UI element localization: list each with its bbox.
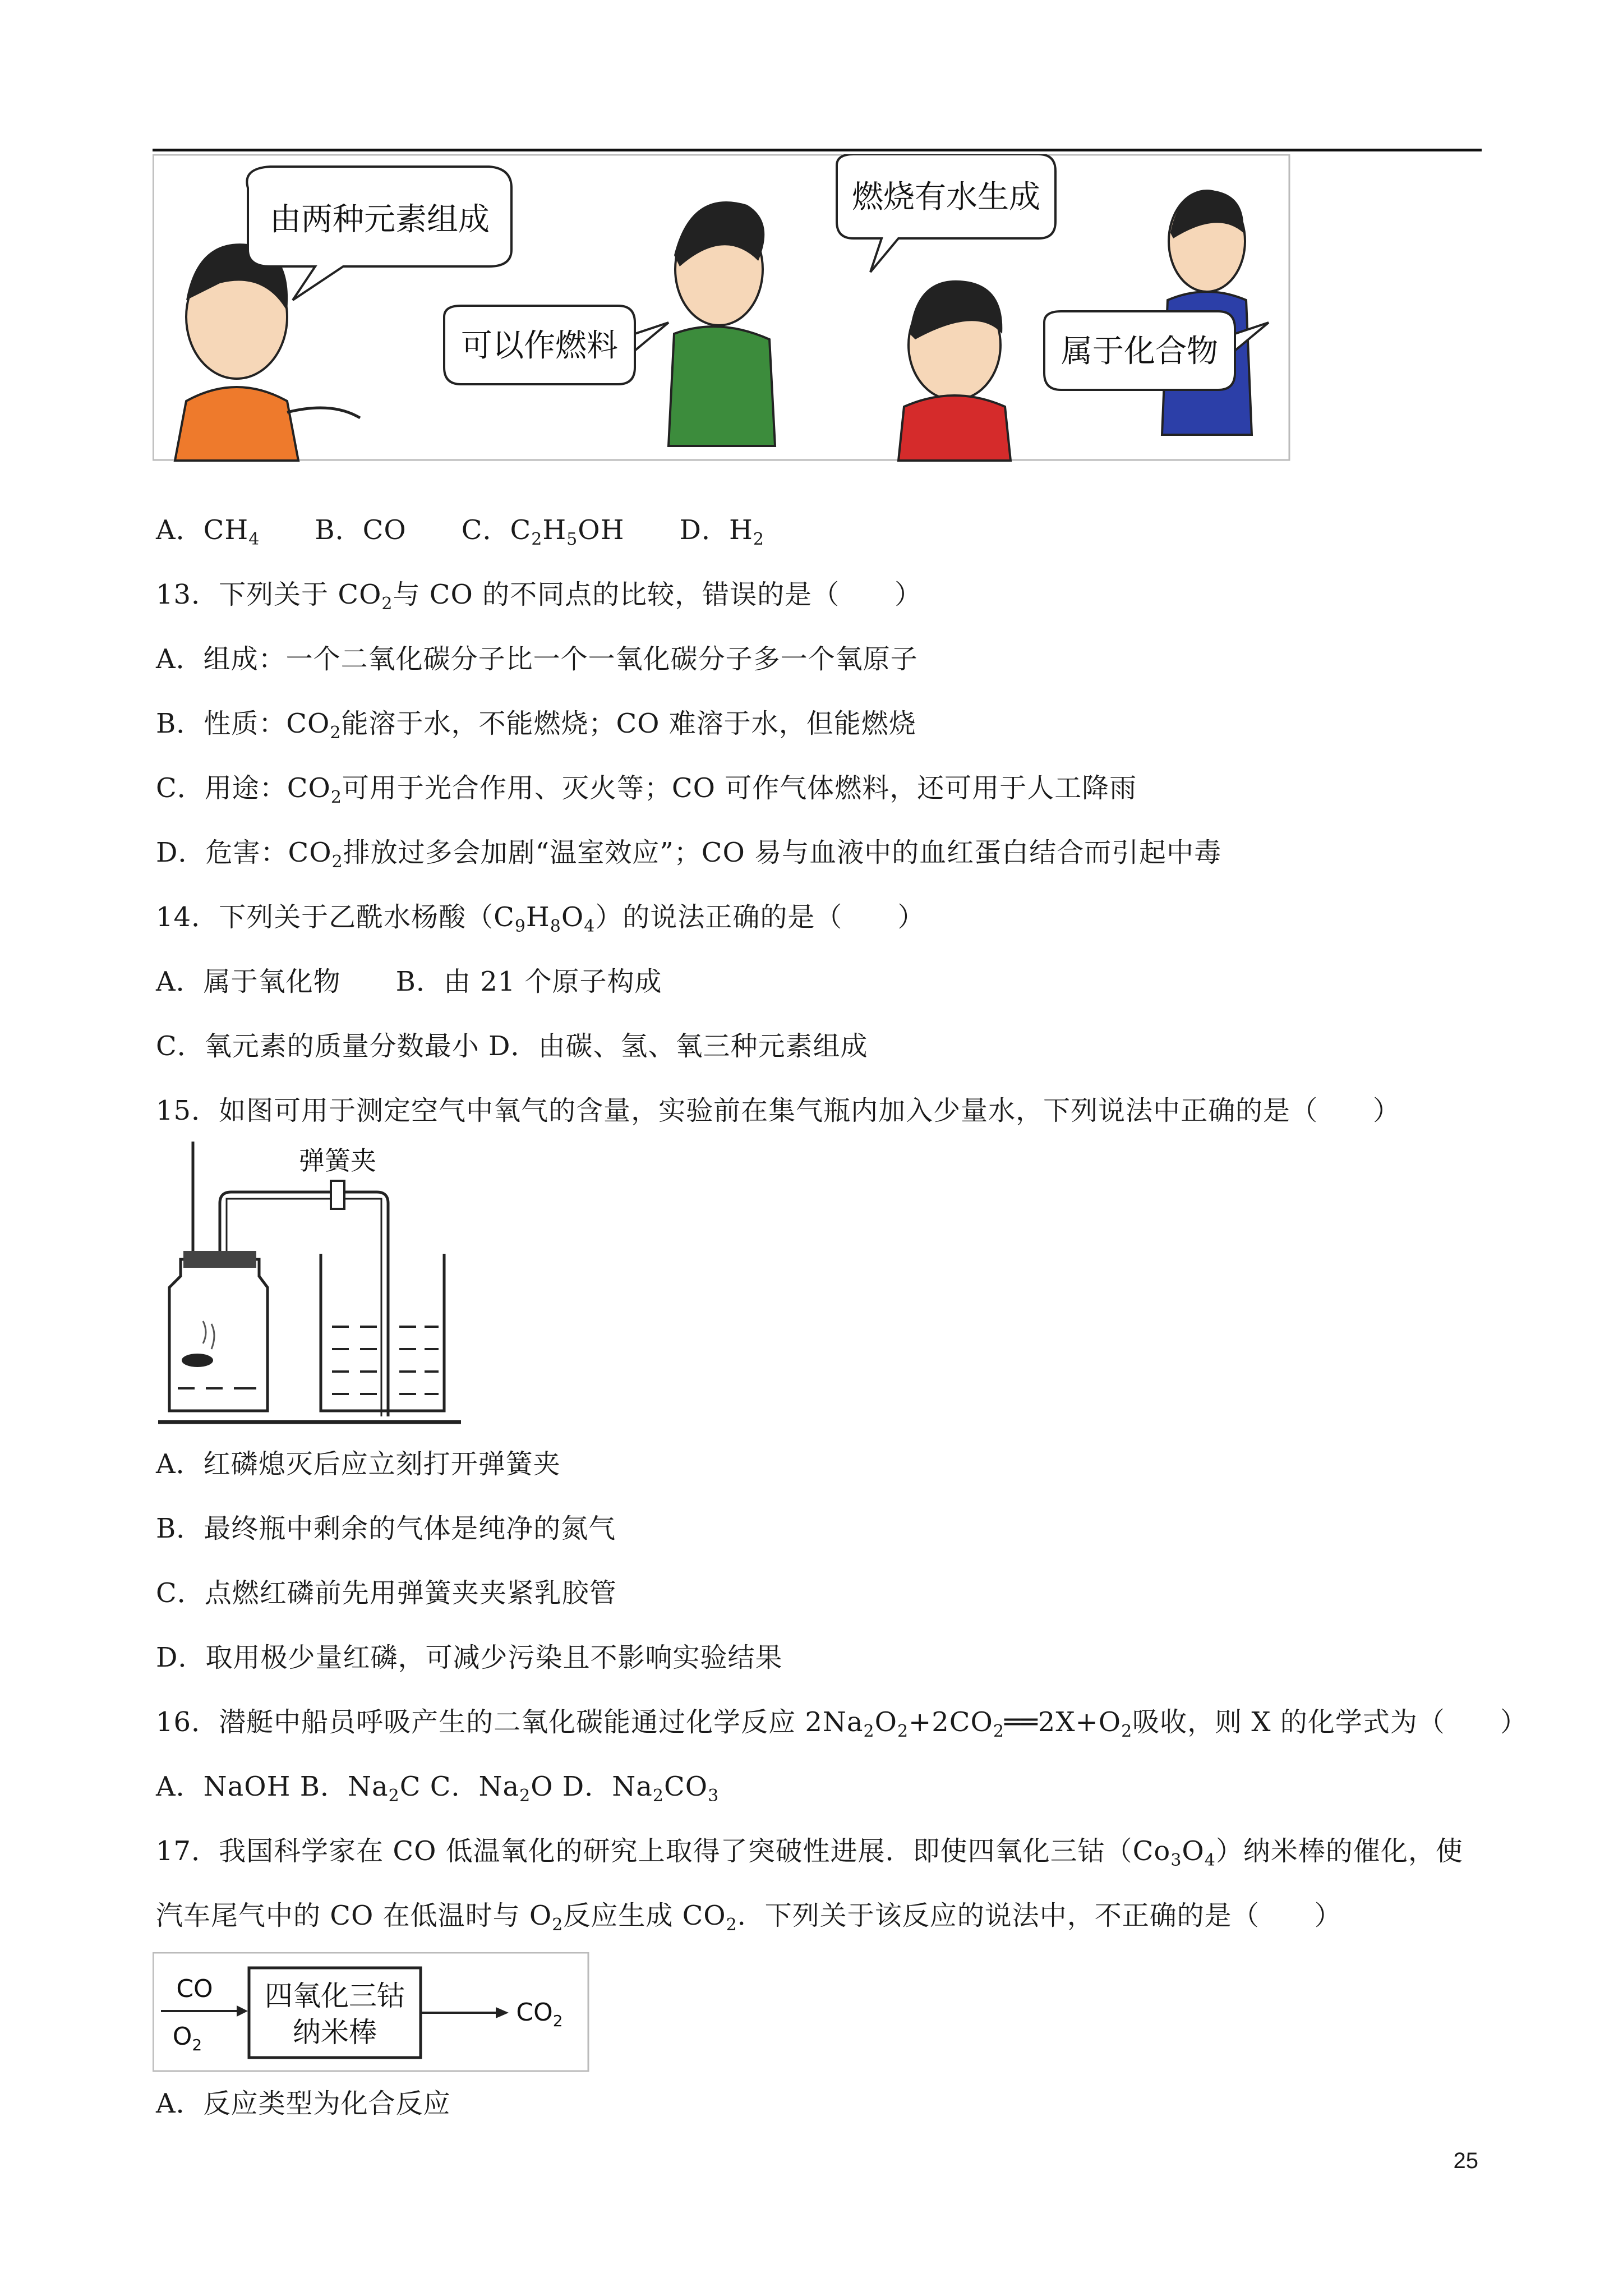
q12-options: A．$CH_4$ B．CO C．$C_2H_5OH$ D．$H_2$	[156, 514, 764, 549]
q15-stem: 15．如图可用于测定空气中氧气的含量，实验前在集气瓶内加入少量水，下列说法中正确的是（ ）	[156, 1095, 1401, 1126]
spring-clip-label: 弹簧夹	[299, 1145, 376, 1176]
q15-option-d: D．取用极少量红磷，可减少污染且不影响实验结果	[156, 1642, 783, 1673]
q14-options-cd: C．氧元素的质量分数最小 D．由碳、氢、氧三种元素组成	[156, 1030, 868, 1062]
catalyst-box-line2: 纳米棒	[293, 2016, 377, 2049]
bubble-water: 燃烧有水生成	[852, 179, 1040, 215]
bubble-two-elements: 由两种元素组成	[270, 201, 490, 238]
cartoon-figure	[153, 154, 1291, 462]
bubble-compound: 属于化合物	[1061, 333, 1218, 370]
q13-option-c: C．用途：$CO_2$可用于光合作用、灭火等；CO 可作气体燃料，还可用于人工降雨	[156, 772, 1137, 807]
q17-option-a: A．反应类型为化合反应	[156, 2088, 451, 2119]
flow-output-co2: $CO_2$	[516, 1998, 563, 2030]
q15-option-c: C．点燃红磷前先用弹簧夹夹紧乳胶管	[156, 1577, 617, 1609]
q13-option-b: B．性质：$CO_2$能溶于水，不能燃烧；CO 难溶于水，但能燃烧	[156, 708, 916, 743]
flow-input-o2: $O_2$	[172, 2022, 202, 2054]
catalyst-flow-figure	[153, 1952, 590, 2073]
oxygen-apparatus-figure	[153, 1142, 467, 1433]
q15-option-a: A．红磷熄灭后应立刻打开弹簧夹	[156, 1448, 561, 1480]
q14-options-ab: A．属于氧化物 B．由 21 个原子构成	[156, 966, 662, 997]
header-rule	[153, 149, 1482, 151]
flow-input-co: CO	[176, 1975, 213, 2003]
q17-line2: 汽车尾气中的 CO 在低温时与 $O_2$反应生成 $CO_2$．下列关于该反应的说法中，不正确的是（ ）	[156, 1900, 1342, 1935]
q15-option-b: B．最终瓶中剩余的气体是纯净的氮气	[156, 1513, 616, 1544]
q17-line1: 17．我国科学家在 CO 低温氧化的研究上取得了突破性进展．即使四氧化三钴$(Co_3O_4)$纳米棒的催化，使	[156, 1835, 1463, 1870]
q16-stem: 16．潜艇中船员呼吸产生的二氧化碳能通过化学反应 $2Na_2O_2+2CO_2══2X+O_2$吸收，则 X 的化学式为（ ）	[156, 1706, 1528, 1741]
q13-option-d: D．危害：$CO_2$排放过多会加剧“温室效应”；CO 易与血液中的血红蛋白结合而引起中毒	[156, 837, 1222, 872]
q13-option-a: A．组成：一个二氧化碳分子比一个一氧化碳分子多一个氧原子	[156, 643, 918, 675]
bubble-fuel: 可以作燃料	[461, 328, 618, 364]
q13-stem: 13．下列关于 $CO_2$与 CO 的不同点的比较，错误的是（ ）	[156, 579, 923, 614]
page-number: 25	[1453, 2148, 1478, 2173]
q16-options: A．NaOH B．$Na_2C$ C．$Na_2O$ D．$Na_2CO_3$	[156, 1771, 720, 1806]
catalyst-box-line1: 四氧化三钴	[265, 1980, 405, 2012]
q14-stem: 14．下列关于乙酰水杨酸$(C_9H_8O_4)$的说法正确的是（ ）	[156, 901, 925, 936]
